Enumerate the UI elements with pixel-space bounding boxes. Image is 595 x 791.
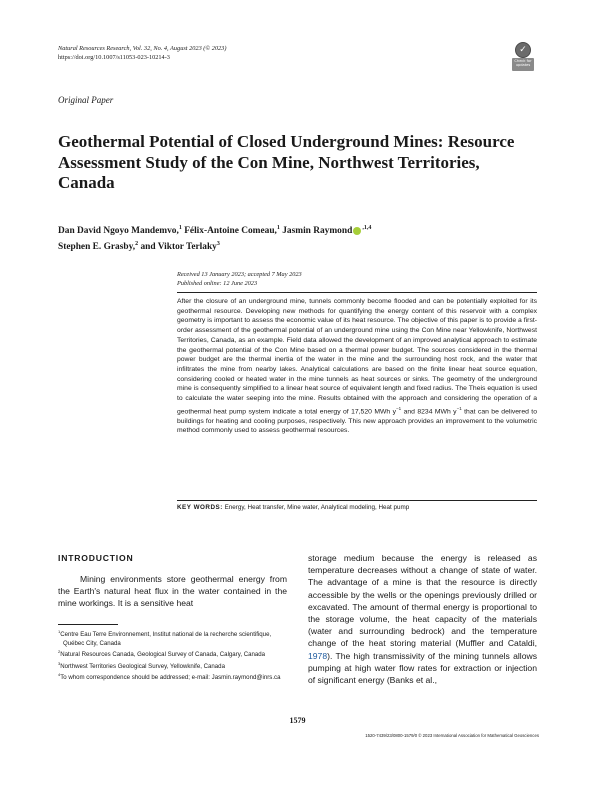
journal-citation: Natural Resources Research, Vol. 32, No. 4, August 2023 (© 2023) [58,45,227,52]
abstract-top-rule [177,292,537,293]
unit-exponent: −1 [396,405,402,411]
author-affiliation: ,1,4 [362,225,372,231]
abstract-bottom-rule [177,500,537,501]
abstract [177,297,537,436]
badge-label: Check for updates [512,58,534,71]
footnote-marker: 3 [58,660,61,666]
body-text: ). The high transmissivity of the mining tunnels allows pumping at high water flow rates for extraction or injection of significant energy (Banks et al., [308,650,537,686]
citation-link[interactable]: 1978 [308,650,328,661]
abstract-text: After the closure of an underground mine, tunnels commonly become flooded and can be potentially exploited for its geothermal resource. Developing new methods for quantifying the energy content of this reservoir with a complex geometry is important to assess the economic value of its heat resource. The objective of this paper is to provide a first-order assessment of the geothermal potential of an underground mine using the Con Mine near Yellowknife, Northwest Territories, Canada, as an example. Field data allowed the development of an improved analytical approach to estimate the geothermal potential of the Con Mine based on a thermal power budget. The sources considered in the thermal power budget are the thermal inertia of the water in the mine and the surrounding host rock, and the water that infiltrates the mine from nearby lakes. Analytical calculations are based on the finite linear heat source equation, considering cooled or heated water in the mine tunnels as heat sources or sinks. The geometry of the underground mine is consequently simplified to a linear heat source of equivalent length and fixed radius. The Theis equation is used to calculate the water seeping into the mine. Results obtained with the approach and considering the operation of a geothermal heat pump system indicate a total energy of 17,520 MWh y [177,298,537,415]
footnote [58,660,287,672]
keywords-list: Energy, Heat transfer, Mine water, Analytical modeling, Heat pump [222,504,410,511]
check-icon: ✓ [515,42,531,58]
footnote-marker: 4 [58,672,61,678]
abstract-text: that can be delivered to buildings for heating and cooling purposes, respectively. This new approach provides an improvement to the volumetric method commonly used to assess geothermal resources. [177,408,537,435]
author-name: Stephen E. Grasby, [58,242,136,253]
body-text: storage medium because the energy is released as temperature decreases without a change of state of water. The advantage of a mine is that the resource is directly accessible by the wells or the openings previously drilled or excavated. The amount of thermal energy is proportional to the storage volume, the heat capacity of the materials (water and surrounding bedrock) and the temperature change of the heat storing material (Muffler and Cataldi, [308,553,537,649]
author-affiliation: 3 [216,241,220,248]
article-type: Original Paper [58,95,114,105]
keywords-label: KEY WORDS: [177,504,223,511]
body-text-column-2 [308,552,537,686]
received-date: Received 13 January 2023; accepted 7 May 2023 [177,271,302,278]
page-number: 1579 [289,716,306,725]
check-for-updates-badge[interactable] [512,42,534,70]
author-name: Jasmin Raymond [279,226,353,237]
footnote-rule [58,624,118,625]
footnotes [58,628,287,683]
introduction-heading: INTRODUCTION [58,553,134,563]
footnote-marker: 1 [58,629,61,634]
author-affiliation: 1 [276,225,280,231]
abstract-text: and 8234 MWh y [401,408,457,415]
footnote-text: Northwest Territories Geological Survey, Yellowknife, Canada [60,662,225,670]
copyright-line: 1520-7439/23/0800-1579/0 © 2023 International Association for Mathematical Geosciences [365,733,539,738]
doi-link[interactable]: https://doi.org/10.1007/s11053-023-10214-3 [58,54,170,61]
published-date: Published online: 12 June 2023 [177,279,258,287]
orcid-icon[interactable] [353,227,361,235]
author-name: Félix-Antoine Comeau, [181,226,277,237]
footnote-text: Natural Resources Canada, Geological Survey of Canada, Calgary, Canada [60,651,266,659]
footnote [58,648,287,660]
author-affiliation: 1 [178,225,182,231]
author-name: and Viktor Terlaky [138,242,217,253]
body-text-column-1: Mining environments store geothermal energy from the Earth's natural heat flux in the water contained in the mine workings. It is a sensitive heat [58,574,287,609]
footnote-marker: 2 [58,649,61,655]
author-name: Dan David Ngoyo Mandemvo, [58,226,179,237]
author-list [58,222,528,254]
author-affiliation: 2 [135,241,139,248]
keywords [177,503,537,512]
footnote-text: To whom correspondence should be addressed; e-mail: Jasmin.raymond@inrs.ca [60,674,281,682]
footnote-text: Centre Eau Terre Environnement, Institut national de la recherche scientifique, Québec City, Canada [60,631,272,647]
footnote [58,628,287,648]
footnote [58,671,287,683]
unit-exponent: −1 [456,405,462,411]
article-dates [177,271,302,288]
article-title: Geothermal Potential of Closed Underground Mines: Resource Assessment Study of the Con Mine, Northwest Territories, Canada [58,132,515,192]
